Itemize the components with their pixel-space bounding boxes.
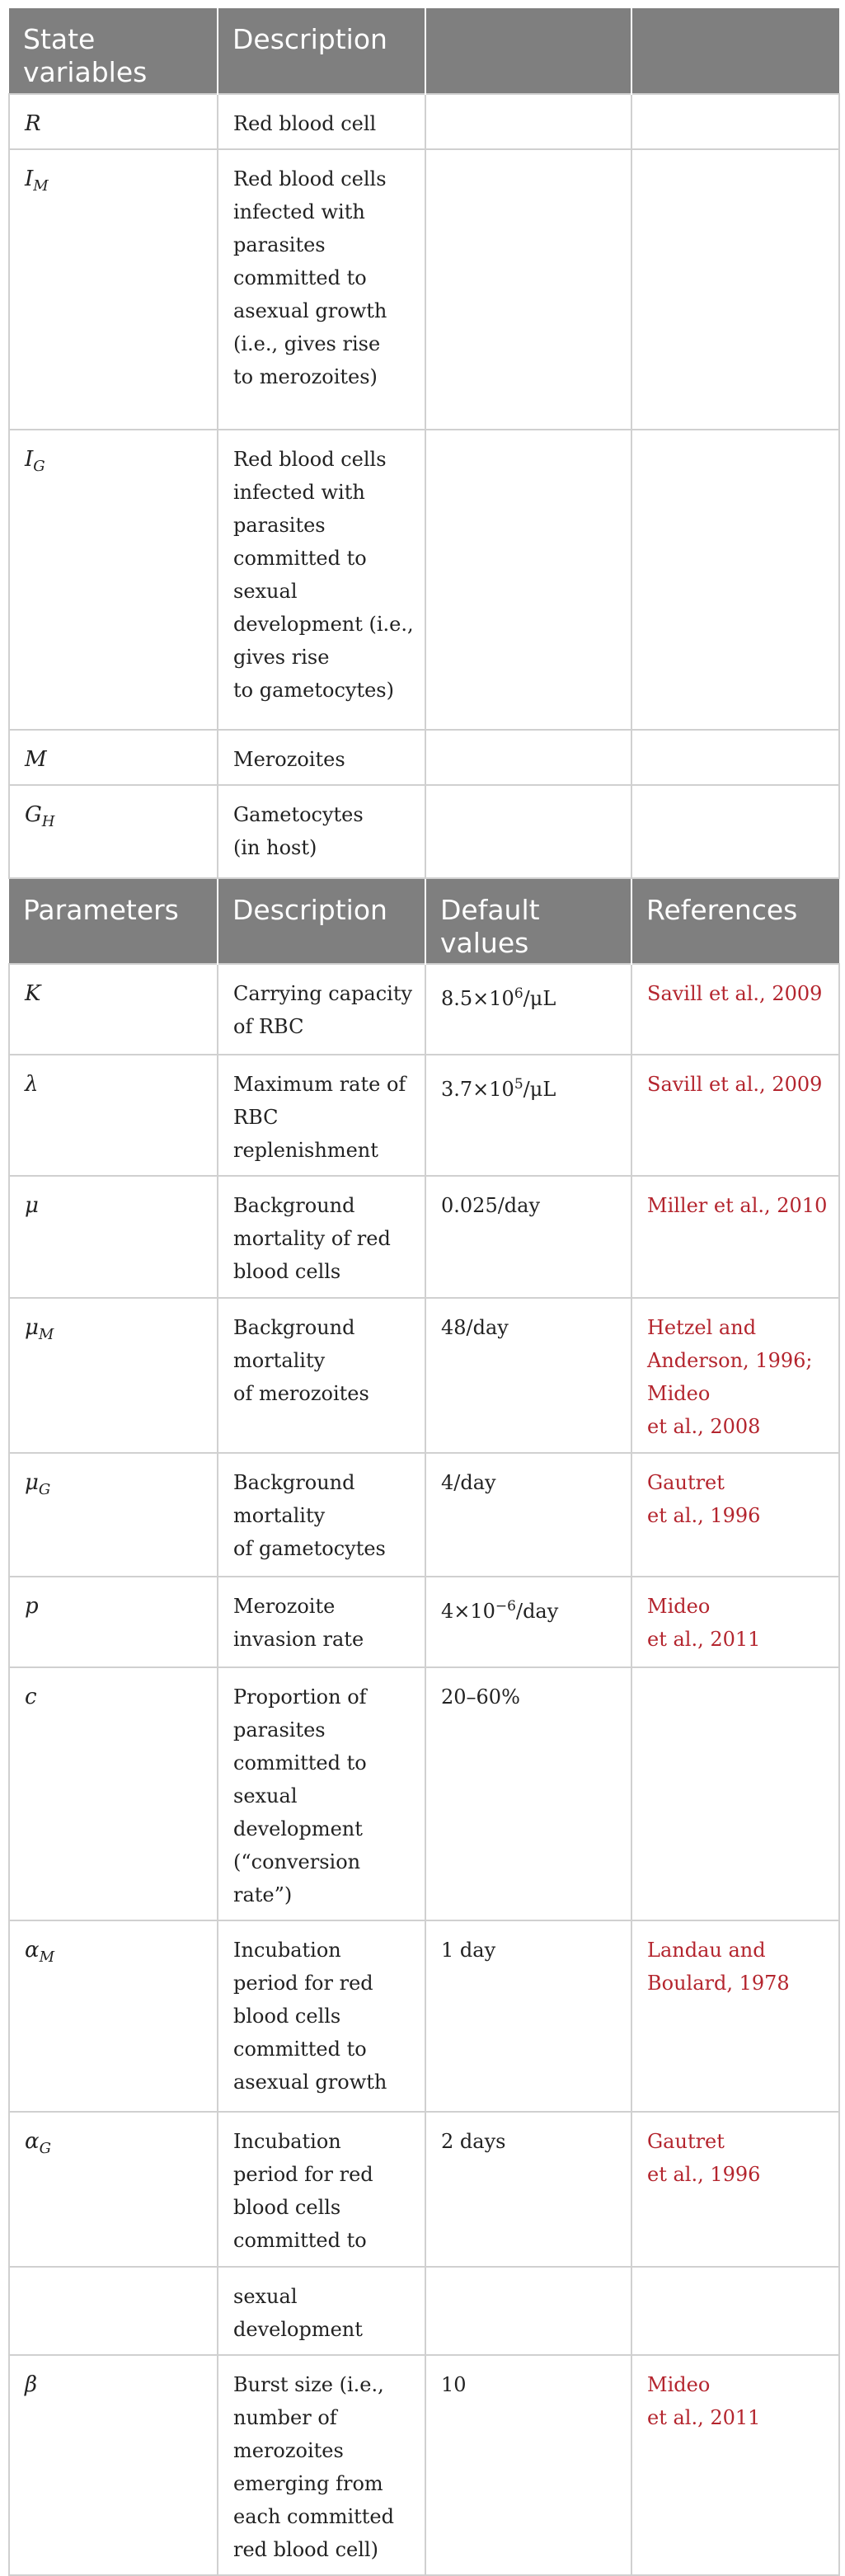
description-cell: [218, 1667, 425, 1920]
description-cell-line: RBC: [233, 1106, 279, 1129]
description-cell-line: (in host): [233, 836, 317, 859]
description-cell-line: blood cells: [233, 1260, 341, 1283]
default-value-cell: [425, 1667, 631, 1920]
description-cell-line: Gametocytes: [233, 803, 364, 826]
symbol: β: [25, 2372, 38, 2397]
default-value-cell: [425, 964, 631, 1055]
description-cell-line: infected with: [233, 200, 365, 223]
symbol: M: [25, 747, 47, 772]
symbol-cell: [9, 730, 218, 785]
value-text: 1 day: [441, 1939, 496, 1962]
reference-cell: [631, 1298, 839, 1453]
reference-cell-line: et al., 2008: [647, 1415, 761, 1438]
empty-cell: [631, 785, 839, 878]
value-unit: /μL: [523, 987, 556, 1010]
symbol-subscript: H: [41, 813, 55, 831]
description-cell: [218, 730, 425, 785]
default-value-cell: [425, 1298, 631, 1453]
reference-cell: [631, 2355, 839, 2575]
parameter-row: [9, 1920, 839, 2112]
symbol: K: [25, 981, 41, 1006]
default-value-cell: [425, 1055, 631, 1176]
symbol-cell: [9, 1453, 218, 1577]
parameter-row: [9, 1055, 839, 1176]
reference-cell-line: Landau and: [647, 1939, 766, 1962]
default-value-cell: [425, 1453, 631, 1577]
description-cell-line: committed to: [233, 266, 367, 289]
reference-cell: [631, 1577, 839, 1667]
empty-header: [631, 8, 839, 94]
state-row: [9, 430, 839, 730]
references-header: References: [631, 878, 839, 964]
value-text: 4×10: [441, 1600, 495, 1623]
description-cell-line: number of: [233, 2406, 337, 2429]
description-header: Description: [218, 878, 425, 964]
reference-cell: [631, 1176, 839, 1298]
parameters-header: Parameters: [9, 878, 218, 964]
description-header: Description: [218, 8, 425, 94]
description-cell-line: to gametocytes): [233, 679, 394, 702]
description-cell-line: parasites: [233, 233, 326, 256]
description-cell-line: Background: [233, 1194, 355, 1217]
symbol-subscript: M: [38, 1326, 54, 1344]
reference-cell-line: Gautret: [647, 2130, 725, 2153]
symbol-cell: [9, 2267, 218, 2355]
reference-cell-line: et al., 1996: [647, 1504, 761, 1527]
description-cell-line: rate”): [233, 1883, 293, 1906]
state-row: [9, 730, 839, 785]
symbol: λ: [25, 1072, 39, 1097]
description-cell-line: committed to: [233, 547, 367, 570]
empty-cell: [631, 430, 839, 730]
reference-cell-line: Miller et al., 2010: [647, 1194, 828, 1217]
description-cell-line: asexual growth: [233, 299, 387, 322]
description-cell: [218, 2112, 425, 2267]
description-cell-line: mortality: [233, 1504, 326, 1527]
description-cell-line: development: [233, 1817, 363, 1840]
empty-cell: [425, 430, 631, 730]
state-variables-header: State variables: [9, 8, 218, 94]
symbol: p: [25, 1594, 39, 1619]
empty-cell: [425, 149, 631, 430]
reference-cell-line: Mideo: [647, 1382, 711, 1405]
default-value-cell: [425, 1176, 631, 1298]
reference-cell: [631, 1055, 839, 1176]
description-cell-line: committed to: [233, 2229, 367, 2252]
parameter-header-row: [9, 878, 839, 964]
reference-cell: [631, 1453, 839, 1577]
symbol-subscript: M: [39, 1948, 54, 1967]
value-text: 48/day: [441, 1316, 509, 1339]
symbol-subscript: M: [33, 177, 49, 195]
empty-cell: [631, 149, 839, 430]
description-cell-line: Incubation: [233, 2130, 341, 2153]
symbol-cell: [9, 1298, 218, 1453]
description-cell-line: of gametocytes: [233, 1537, 386, 1560]
description-cell: [218, 430, 425, 730]
symbol-cell: [9, 430, 218, 730]
symbol-subscript: G: [39, 2140, 51, 2158]
default-value-cell: [425, 1920, 631, 2112]
reference-cell-line: et al., 2011: [647, 1628, 761, 1651]
description-cell-line: of merozoites: [233, 1382, 369, 1405]
parameter-row: [9, 1577, 839, 1667]
symbol: G: [25, 802, 42, 827]
parameter-row: [9, 1667, 839, 1920]
description-cell-line: Burst size (i.e.,: [233, 2373, 384, 2396]
description-cell: [218, 1453, 425, 1577]
default-value-cell: [425, 2267, 631, 2355]
description-cell-line: parasites: [233, 514, 326, 537]
description-cell-line: replenishment: [233, 1139, 378, 1162]
symbol: μ: [25, 1193, 39, 1218]
empty-cell: [425, 785, 631, 878]
description-cell-line: Red blood cell: [233, 112, 377, 135]
state-row: [9, 94, 839, 149]
reference-cell-line: Gautret: [647, 1471, 725, 1494]
value-text: 8.5×10: [441, 987, 514, 1010]
symbol-cell: [9, 1055, 218, 1176]
reference-cell-line: et al., 1996: [647, 2163, 761, 2186]
description-cell-line: development (i.e.,: [233, 613, 414, 636]
description-cell-line: mortality: [233, 1349, 326, 1372]
description-cell-line: Background: [233, 1316, 355, 1339]
parameter-table: [8, 8, 840, 2576]
description-cell-line: development: [233, 2318, 363, 2341]
description-cell-line: mortality of red: [233, 1227, 391, 1250]
parameter-row: [9, 1453, 839, 1577]
empty-cell: [425, 94, 631, 149]
value-text: 10: [441, 2373, 467, 2396]
description-cell-line: Merozoites: [233, 748, 345, 771]
value-text: 2 days: [441, 2130, 506, 2153]
symbol-cell: [9, 94, 218, 149]
symbol-cell: [9, 2112, 218, 2267]
description-cell-line: (“conversion: [233, 1850, 361, 1873]
symbol-cell: [9, 1667, 218, 1920]
reference-cell-line: Mideo: [647, 2373, 711, 2396]
description-cell-line: parasites: [233, 1718, 326, 1742]
description-cell-line: emerging from: [233, 2472, 383, 2495]
description-cell-line: red blood cell): [233, 2538, 378, 2561]
description-cell-line: Incubation: [233, 1939, 341, 1962]
description-cell: [218, 1920, 425, 2112]
value-exponent: 6: [514, 985, 523, 1002]
symbol: I: [25, 447, 34, 472]
description-cell-line: each committed: [233, 2505, 394, 2528]
empty-cell: [631, 730, 839, 785]
default-values-header: Default values: [425, 878, 631, 964]
description-cell-line: sexual: [233, 580, 298, 603]
symbol: c: [25, 1685, 37, 1709]
description-cell: [218, 785, 425, 878]
description-cell: [218, 149, 425, 430]
default-value-cell: [425, 2355, 631, 2575]
reference-cell-line: Mideo: [647, 1595, 711, 1618]
value-unit: /day: [515, 1600, 559, 1623]
description-cell-line: Merozoite: [233, 1595, 336, 1618]
description-cell-line: sexual: [233, 2285, 298, 2308]
symbol-cell: [9, 2355, 218, 2575]
parameter-row: [9, 2355, 839, 2575]
description-cell-line: committed to: [233, 1751, 367, 1775]
description-cell-line: Red blood cells: [233, 448, 387, 471]
empty-header: [425, 8, 631, 94]
description-cell-line: Background: [233, 1471, 355, 1494]
description-cell-line: of RBC: [233, 1015, 304, 1038]
value-exponent: −6: [495, 1598, 516, 1615]
symbol: α: [25, 2129, 40, 2154]
value-unit: /μL: [523, 1078, 556, 1101]
description-cell: [218, 1577, 425, 1667]
parameter-row: [9, 2267, 839, 2355]
description-cell-line: (i.e., gives rise: [233, 332, 381, 355]
value-text: 4/day: [441, 1471, 496, 1494]
reference-cell-line: et al., 2011: [647, 2406, 761, 2429]
default-value-cell: [425, 2112, 631, 2267]
description-cell-line: to merozoites): [233, 365, 378, 388]
description-cell-line: blood cells: [233, 2005, 341, 2028]
symbol-cell: [9, 1176, 218, 1298]
description-cell-line: Maximum rate of: [233, 1073, 406, 1096]
reference-cell: [631, 964, 839, 1055]
reference-cell: [631, 1920, 839, 2112]
description-cell-line: Red blood cells: [233, 167, 387, 190]
description-cell: [218, 2267, 425, 2355]
symbol-cell: [9, 1577, 218, 1667]
reference-cell-line: Anderson, 1996;: [647, 1349, 813, 1372]
default-value-cell: [425, 1577, 631, 1667]
description-cell: [218, 94, 425, 149]
description-cell: [218, 1176, 425, 1298]
state-row: [9, 785, 839, 878]
reference-cell: [631, 2267, 839, 2355]
reference-cell-line: Savill et al., 2009: [647, 982, 823, 1005]
state-row: [9, 149, 839, 430]
description-cell-line: invasion rate: [233, 1628, 364, 1651]
symbol-subscript: G: [33, 458, 45, 476]
description-cell-line: period for red: [233, 2163, 373, 2186]
value-text: 3.7×10: [441, 1078, 514, 1101]
value-exponent: 5: [514, 1076, 523, 1093]
reference-cell-line: Boulard, 1978: [647, 1972, 790, 1995]
symbol-cell: [9, 785, 218, 878]
parameter-row: [9, 964, 839, 1055]
description-cell-line: sexual: [233, 1784, 298, 1807]
symbol-cell: [9, 964, 218, 1055]
description-cell-line: merozoites: [233, 2439, 344, 2462]
symbol: α: [25, 1938, 40, 1963]
symbol-subscript: G: [38, 1481, 51, 1499]
reference-cell: [631, 2112, 839, 2267]
description-cell-line: blood cells: [233, 2196, 341, 2219]
reference-cell-line: Hetzel and: [647, 1316, 757, 1339]
state-header-row: [9, 8, 839, 94]
description-cell-line: asexual growth: [233, 2071, 387, 2094]
description-cell: [218, 1055, 425, 1176]
reference-cell-line: Savill et al., 2009: [647, 1073, 823, 1096]
empty-cell: [425, 730, 631, 785]
parameter-row: [9, 2112, 839, 2267]
description-cell: [218, 964, 425, 1055]
reference-cell: [631, 1667, 839, 1920]
description-cell-line: infected with: [233, 481, 365, 504]
symbol: R: [25, 111, 41, 136]
symbol-cell: [9, 1920, 218, 2112]
empty-cell: [631, 94, 839, 149]
description-cell-line: period for red: [233, 1972, 373, 1995]
symbol-cell: [9, 149, 218, 430]
value-text: 20–60%: [441, 1685, 520, 1709]
value-text: 0.025/day: [441, 1194, 541, 1217]
description-cell: [218, 1298, 425, 1453]
description-cell-line: Carrying capacity: [233, 982, 413, 1005]
symbol: μ: [25, 1470, 39, 1495]
symbol: I: [25, 167, 34, 191]
parameter-row: [9, 1176, 839, 1298]
description-cell-line: Proportion of: [233, 1685, 367, 1709]
symbol: μ: [25, 1315, 39, 1340]
description-cell-line: gives rise: [233, 646, 330, 669]
description-cell: [218, 2355, 425, 2575]
description-cell-line: committed to: [233, 2038, 367, 2061]
parameter-row: [9, 1298, 839, 1453]
